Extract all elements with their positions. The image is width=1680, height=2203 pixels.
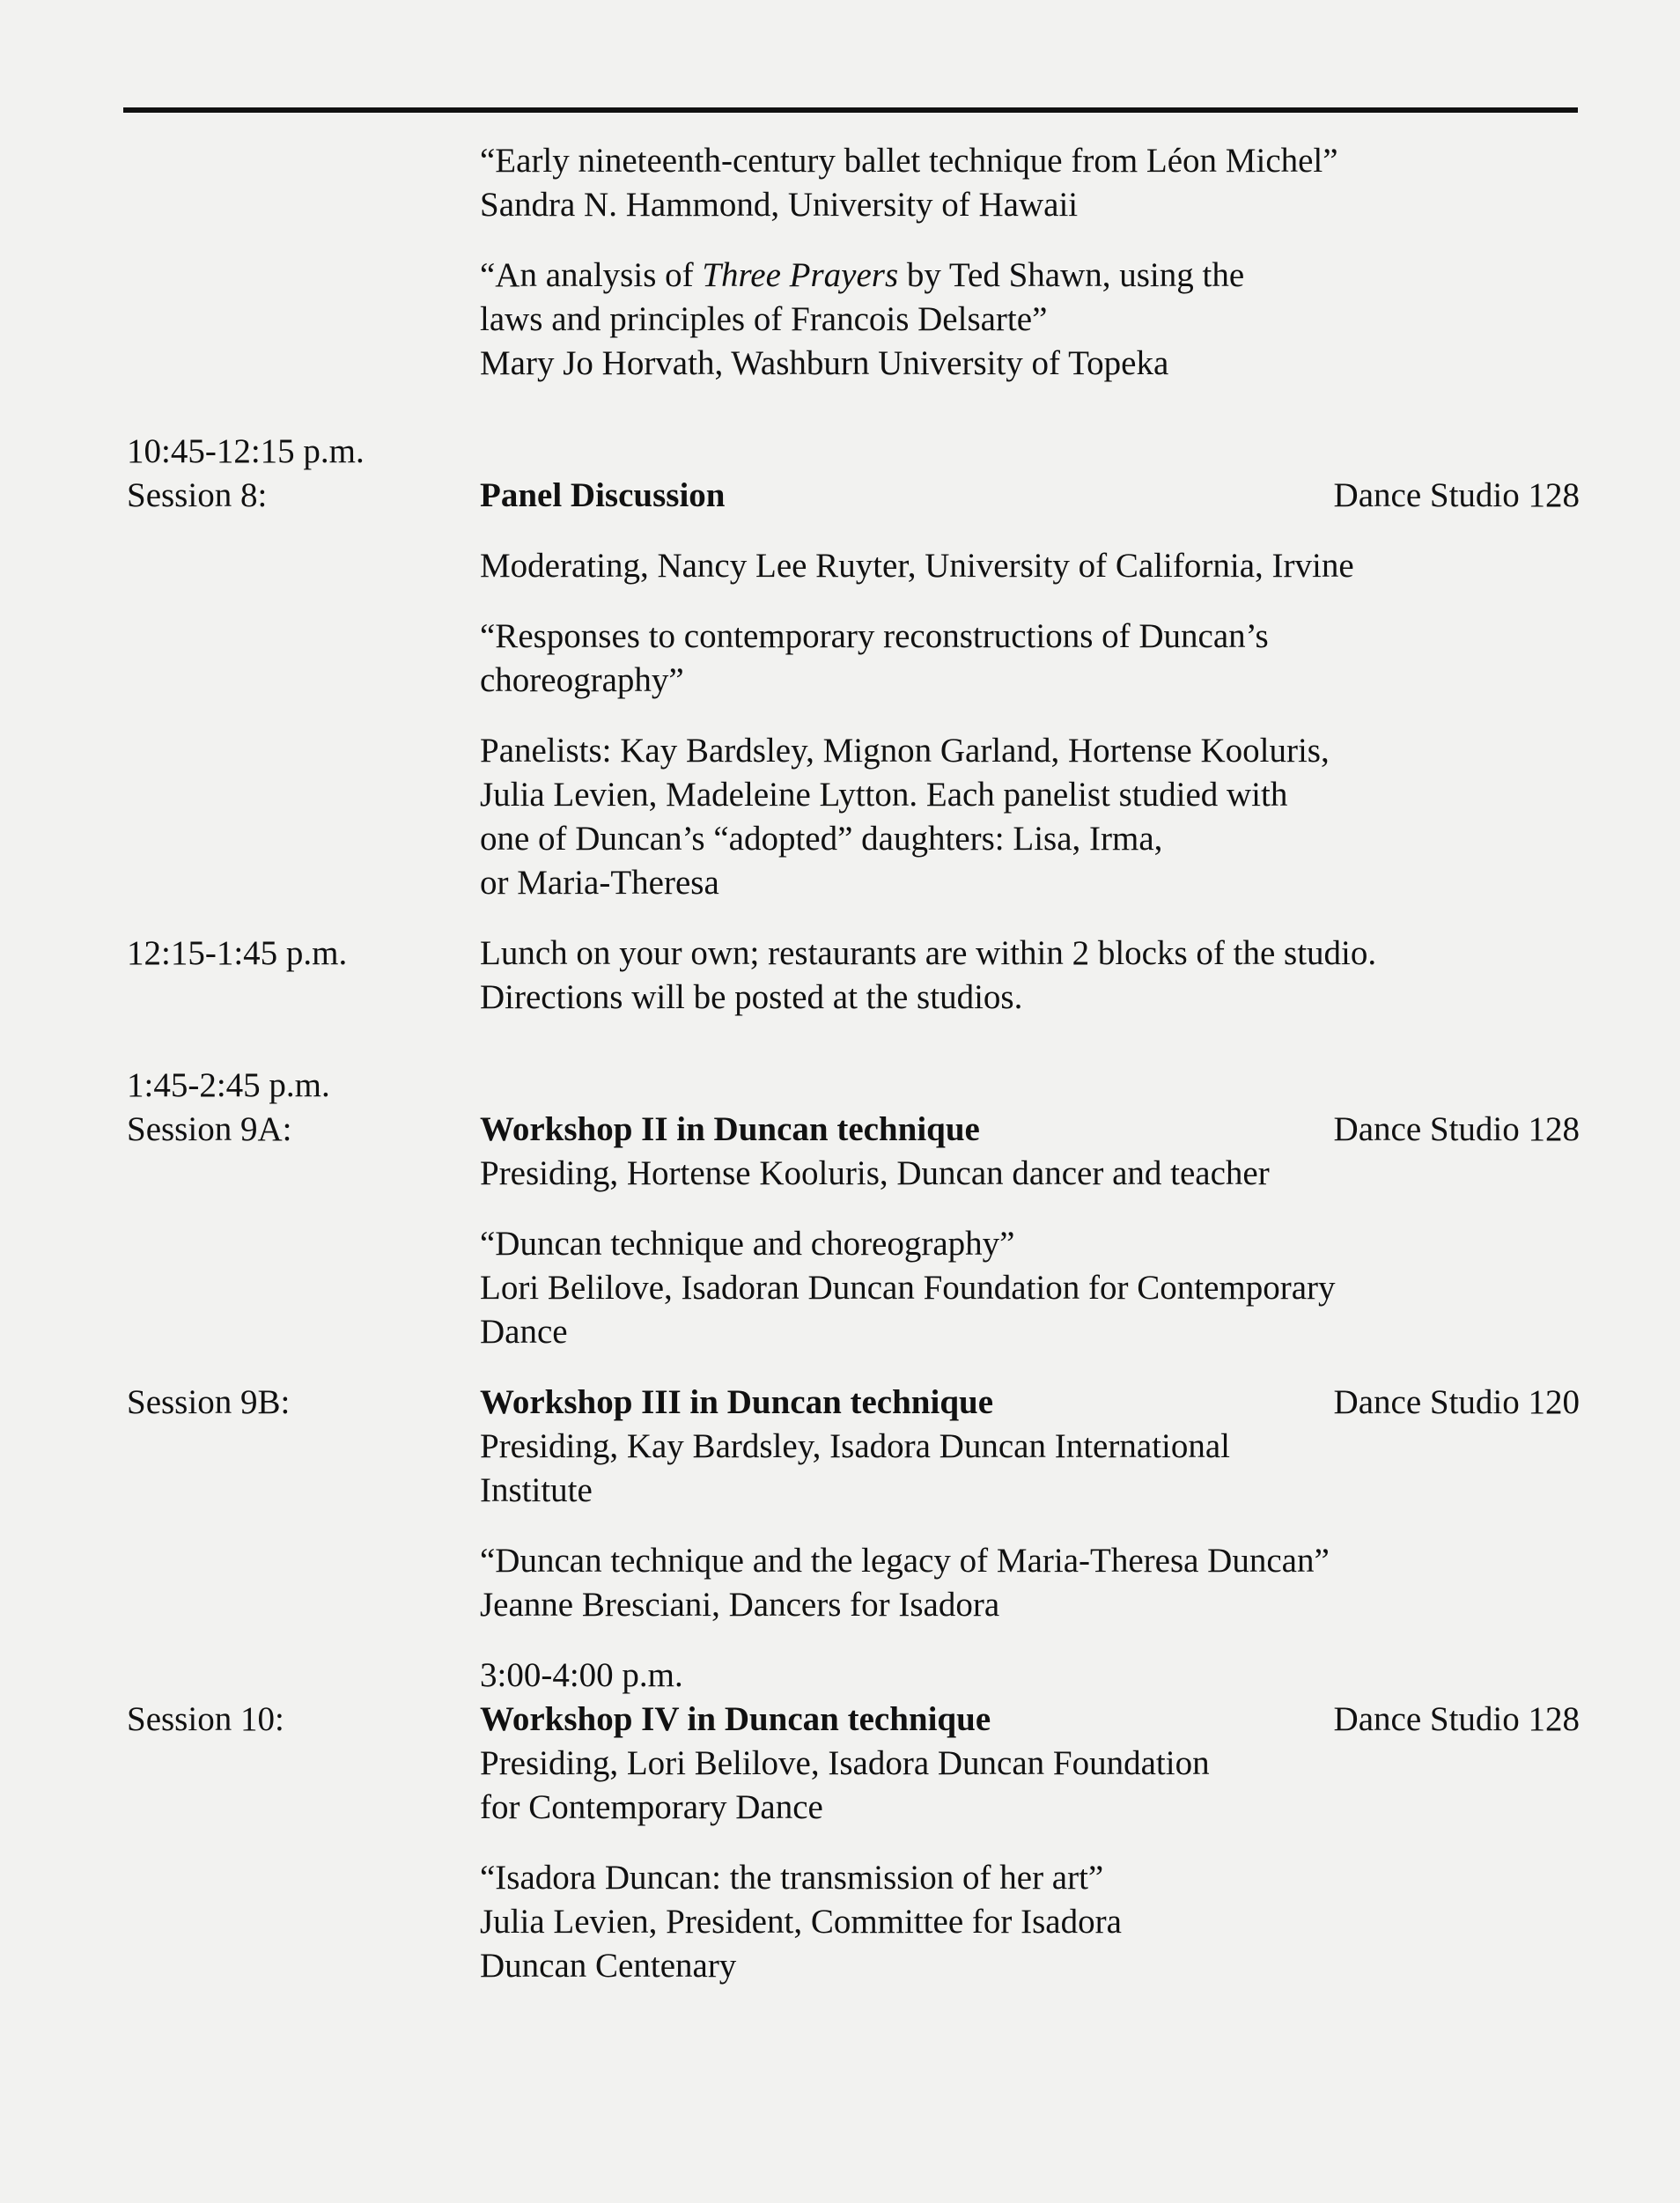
session10-speaker-line2: Duncan Centenary xyxy=(480,1947,737,1985)
talk-title-pre: “An analysis of xyxy=(480,256,703,294)
session10-time: 3:00-4:00 p.m. xyxy=(480,1656,683,1694)
lunch-line1: Lunch on your own; restaurants are within 2 blocks of the studio. xyxy=(480,934,1377,972)
session10-time-row xyxy=(127,1654,1580,1698)
session8-time: 10:45-12:15 p.m. xyxy=(127,432,365,470)
session9b-talk-row xyxy=(127,1539,1580,1627)
session8-header xyxy=(127,474,1580,518)
session9a-speaker-line2: Dance xyxy=(480,1313,568,1351)
panelists-line3: one of Duncan’s “adopted” daughters: Lisa, Irma, xyxy=(480,820,1163,858)
panelists-line1: Panelists: Kay Bardsley, Mignon Garland, Hortense Kooluris, xyxy=(480,732,1330,770)
session10-talk-row xyxy=(127,1856,1580,1988)
session9a-presiding: Presiding, Hortense Kooluris, Duncan dancer and teacher xyxy=(480,1154,1270,1192)
session10-presiding-line1: Presiding, Lori Belilove, Isadora Duncan Foundation xyxy=(480,1744,1210,1782)
session9a-time: 1:45-2:45 p.m. xyxy=(127,1066,330,1104)
session9a-room: Dance Studio 128 xyxy=(1333,1110,1580,1148)
talk-title-line1 xyxy=(480,254,1580,298)
session10-header xyxy=(127,1698,1580,1742)
session9b-room: Dance Studio 120 xyxy=(1333,1383,1580,1421)
talk-speaker: Mary Jo Horvath, Washburn University of Topeka xyxy=(480,344,1169,382)
session10-title: Workshop IV in Duncan technique xyxy=(480,1700,991,1738)
talk-title-italic: Three Prayers xyxy=(702,256,899,294)
session9a-talk-row xyxy=(127,1222,1580,1354)
session10-room: Dance Studio 128 xyxy=(1333,1700,1580,1738)
session9b-presiding-row xyxy=(127,1425,1580,1513)
session8-talk-line1: “Responses to contemporary reconstructions of Duncan’s xyxy=(480,617,1269,655)
session10-presiding-row xyxy=(127,1742,1580,1830)
session9a-header xyxy=(127,1108,1580,1152)
session9b-speaker: Jeanne Bresciani, Dancers for Isadora xyxy=(480,1586,1000,1624)
session8-talk-line2: choreography” xyxy=(480,661,684,699)
session10-speaker-line1: Julia Levien, President, Committee for Isadora xyxy=(480,1903,1122,1941)
panelists-line2: Julia Levien, Madeleine Lytton. Each panelist studied with xyxy=(480,776,1288,814)
session8-panelists-row xyxy=(127,729,1580,905)
session9a-talk-title: “Duncan technique and choreography” xyxy=(480,1225,1015,1263)
session9a-presiding-row xyxy=(127,1152,1580,1196)
lunch-line2: Directions will be posted at the studios. xyxy=(480,978,1023,1016)
session9b-presiding-line1: Presiding, Kay Bardsley, Isadora Duncan International xyxy=(480,1427,1230,1465)
talk-early-ballet xyxy=(127,139,1580,227)
talk-three-prayers xyxy=(127,254,1580,386)
session8-moderator: Moderating, Nancy Lee Ruyter, University of California, Irvine xyxy=(480,547,1354,585)
lunch-row xyxy=(127,932,1580,1020)
session10-label: Session 10: xyxy=(127,1700,284,1738)
session9b-label: Session 9B: xyxy=(127,1383,291,1421)
session8-label: Session 8: xyxy=(127,476,268,514)
program-page xyxy=(127,139,1580,1988)
talk-title-post: by Ted Shawn, using the xyxy=(898,256,1245,294)
session8-time-row xyxy=(127,430,1580,474)
session8-title: Panel Discussion xyxy=(480,476,726,514)
session9b-talk-title: “Duncan technique and the legacy of Maria-Theresa Duncan” xyxy=(480,1542,1330,1580)
session8-moderator-row xyxy=(127,544,1580,588)
session9b-header xyxy=(127,1381,1580,1425)
session9a-label: Session 9A: xyxy=(127,1110,292,1148)
session8-room: Dance Studio 128 xyxy=(1333,476,1580,514)
lunch-time: 12:15-1:45 p.m. xyxy=(127,934,348,972)
talk-title-line2: laws and principles of Francois Delsarte” xyxy=(480,300,1048,338)
session8-talk-row xyxy=(127,615,1580,703)
session10-talk-title: “Isadora Duncan: the transmission of her art” xyxy=(480,1859,1104,1897)
session9a-title: Workshop II in Duncan technique xyxy=(480,1110,980,1148)
session9b-title: Workshop III in Duncan technique xyxy=(480,1383,994,1421)
session9a-time-row xyxy=(127,1064,1580,1108)
top-rule xyxy=(123,107,1578,113)
talk-speaker: Sandra N. Hammond, University of Hawaii xyxy=(480,186,1079,224)
session9b-presiding-line2: Institute xyxy=(480,1471,593,1509)
panelists-line4: or Maria-Theresa xyxy=(480,864,719,902)
session9a-speaker-line1: Lori Belilove, Isadoran Duncan Foundation for Contemporary xyxy=(480,1269,1336,1307)
session10-presiding-line2: for Contemporary Dance xyxy=(480,1788,823,1826)
talk-title: “Early nineteenth-century ballet technique from Léon Michel” xyxy=(480,142,1338,180)
